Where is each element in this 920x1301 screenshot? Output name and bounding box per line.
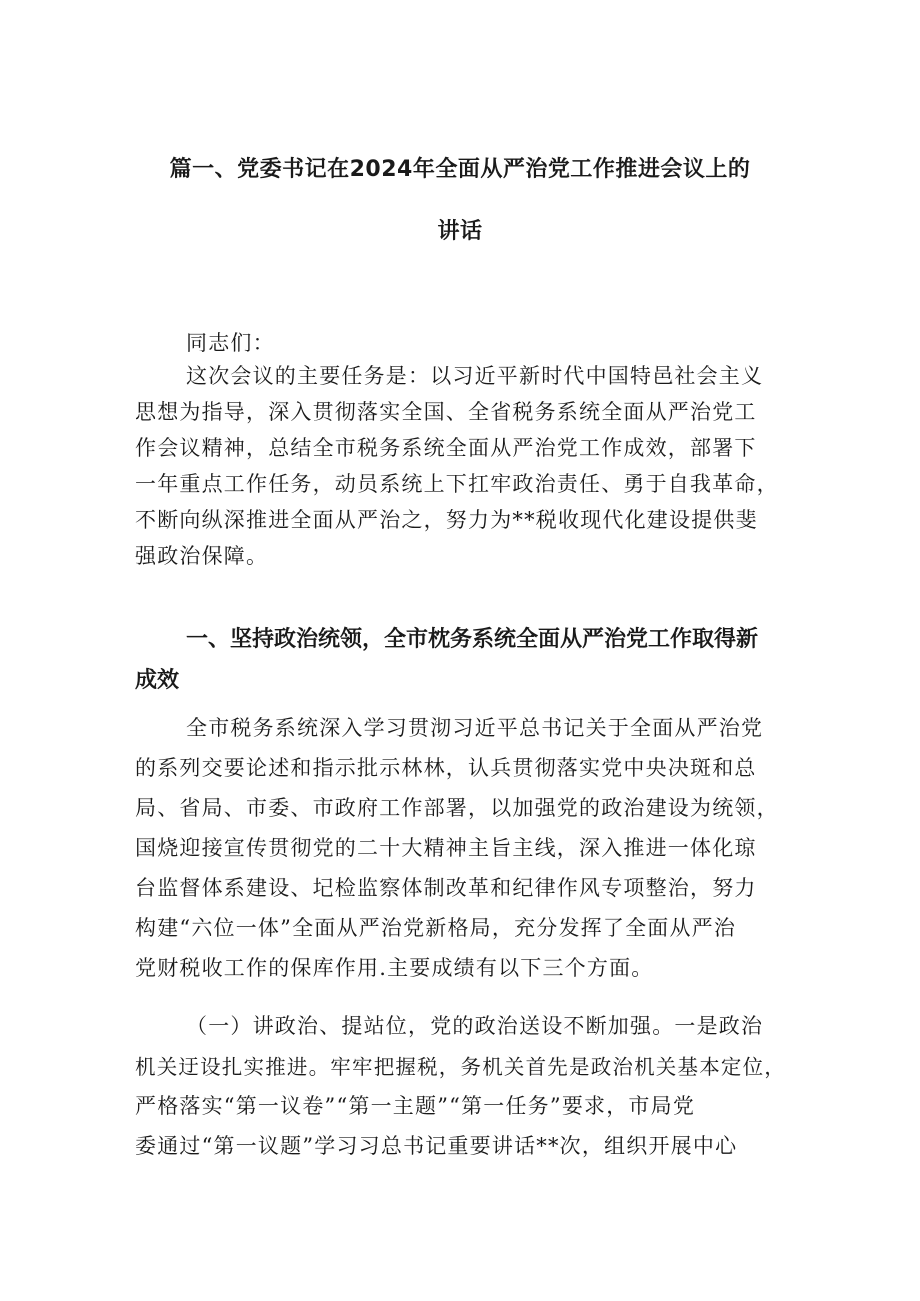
- paragraph-2-line: 局、省局、市委、市政府工作部署，以加强党的政治建设为统领，: [135, 796, 779, 820]
- paragraph-3-line: （一）讲政治、提站位，党的政治送设不断加强。一是政治: [186, 1014, 764, 1038]
- paragraph-1-line: 一年重点工作任务，动员系统上下扛牢政治责任、勇于自我革命，: [135, 472, 779, 496]
- paragraph-1-line: 思想为指导，深入贯彻落实全国、全省税务系统全面从严治党工: [135, 400, 757, 424]
- section-heading-1: 一、坚持政治统领，全市枕务系统全面从严治党工作取得新: [186, 627, 759, 652]
- paragraph-3-line: 严格落实“第一议卷”“第一主题”“第一任务”要求，市局党: [135, 1094, 696, 1118]
- paragraph-2-line: 党财税收工作的保库作用.主要成绩有以下三个方面。: [135, 956, 654, 980]
- document-title-line-2: 讲话: [437, 219, 483, 244]
- paragraph-1-line: 这次会议的主要任务是：以习近平新时代中国特邑社会主义: [186, 364, 764, 388]
- paragraph-2-line: 国烧迎接宣传贯彻党的二十大精神主旨主线，深入推进一体化琼: [135, 836, 757, 860]
- paragraph-1-line: 不断向纵深推进全面从严治之，努力为**税收现代化建设提供斐: [135, 508, 758, 532]
- document-title-line-1: 篇一、党委书记在2024年全面从严治党工作推进会议上的: [169, 157, 751, 182]
- paragraph-2-line: 全市税务系统深入学习贯沏习近平总书记关于全面从严治党: [186, 716, 764, 740]
- paragraph-2-line: 构建“六位一体”全面从严治党新格局，充分发挥了全面从严治: [135, 916, 737, 940]
- paragraph-1-line: 作会议精神，总结全市税务系统全面从严治党工作成效，部署下: [135, 436, 757, 460]
- paragraph-1-line: 强政治保障。: [135, 544, 269, 568]
- paragraph-3-line: 机关迂设扎实推进。牢牢把握税，务机关首先是政治机关基本定位，: [135, 1055, 786, 1079]
- salutation: 同志们：: [186, 331, 275, 355]
- section-heading-1-cont: 成效: [135, 668, 180, 693]
- paragraph-3-line: 委通过“第一议题”学习习总书记重要讲话**次，组织开展中心: [135, 1134, 738, 1158]
- paragraph-2-line: 台监督体系建设、圮检监察体制改革和纪律作风专项整治，努力: [135, 876, 757, 900]
- paragraph-2-line: 的系列交要论述和指示批示林林，认兵贯彻落实党中央决斑和总: [135, 756, 757, 780]
